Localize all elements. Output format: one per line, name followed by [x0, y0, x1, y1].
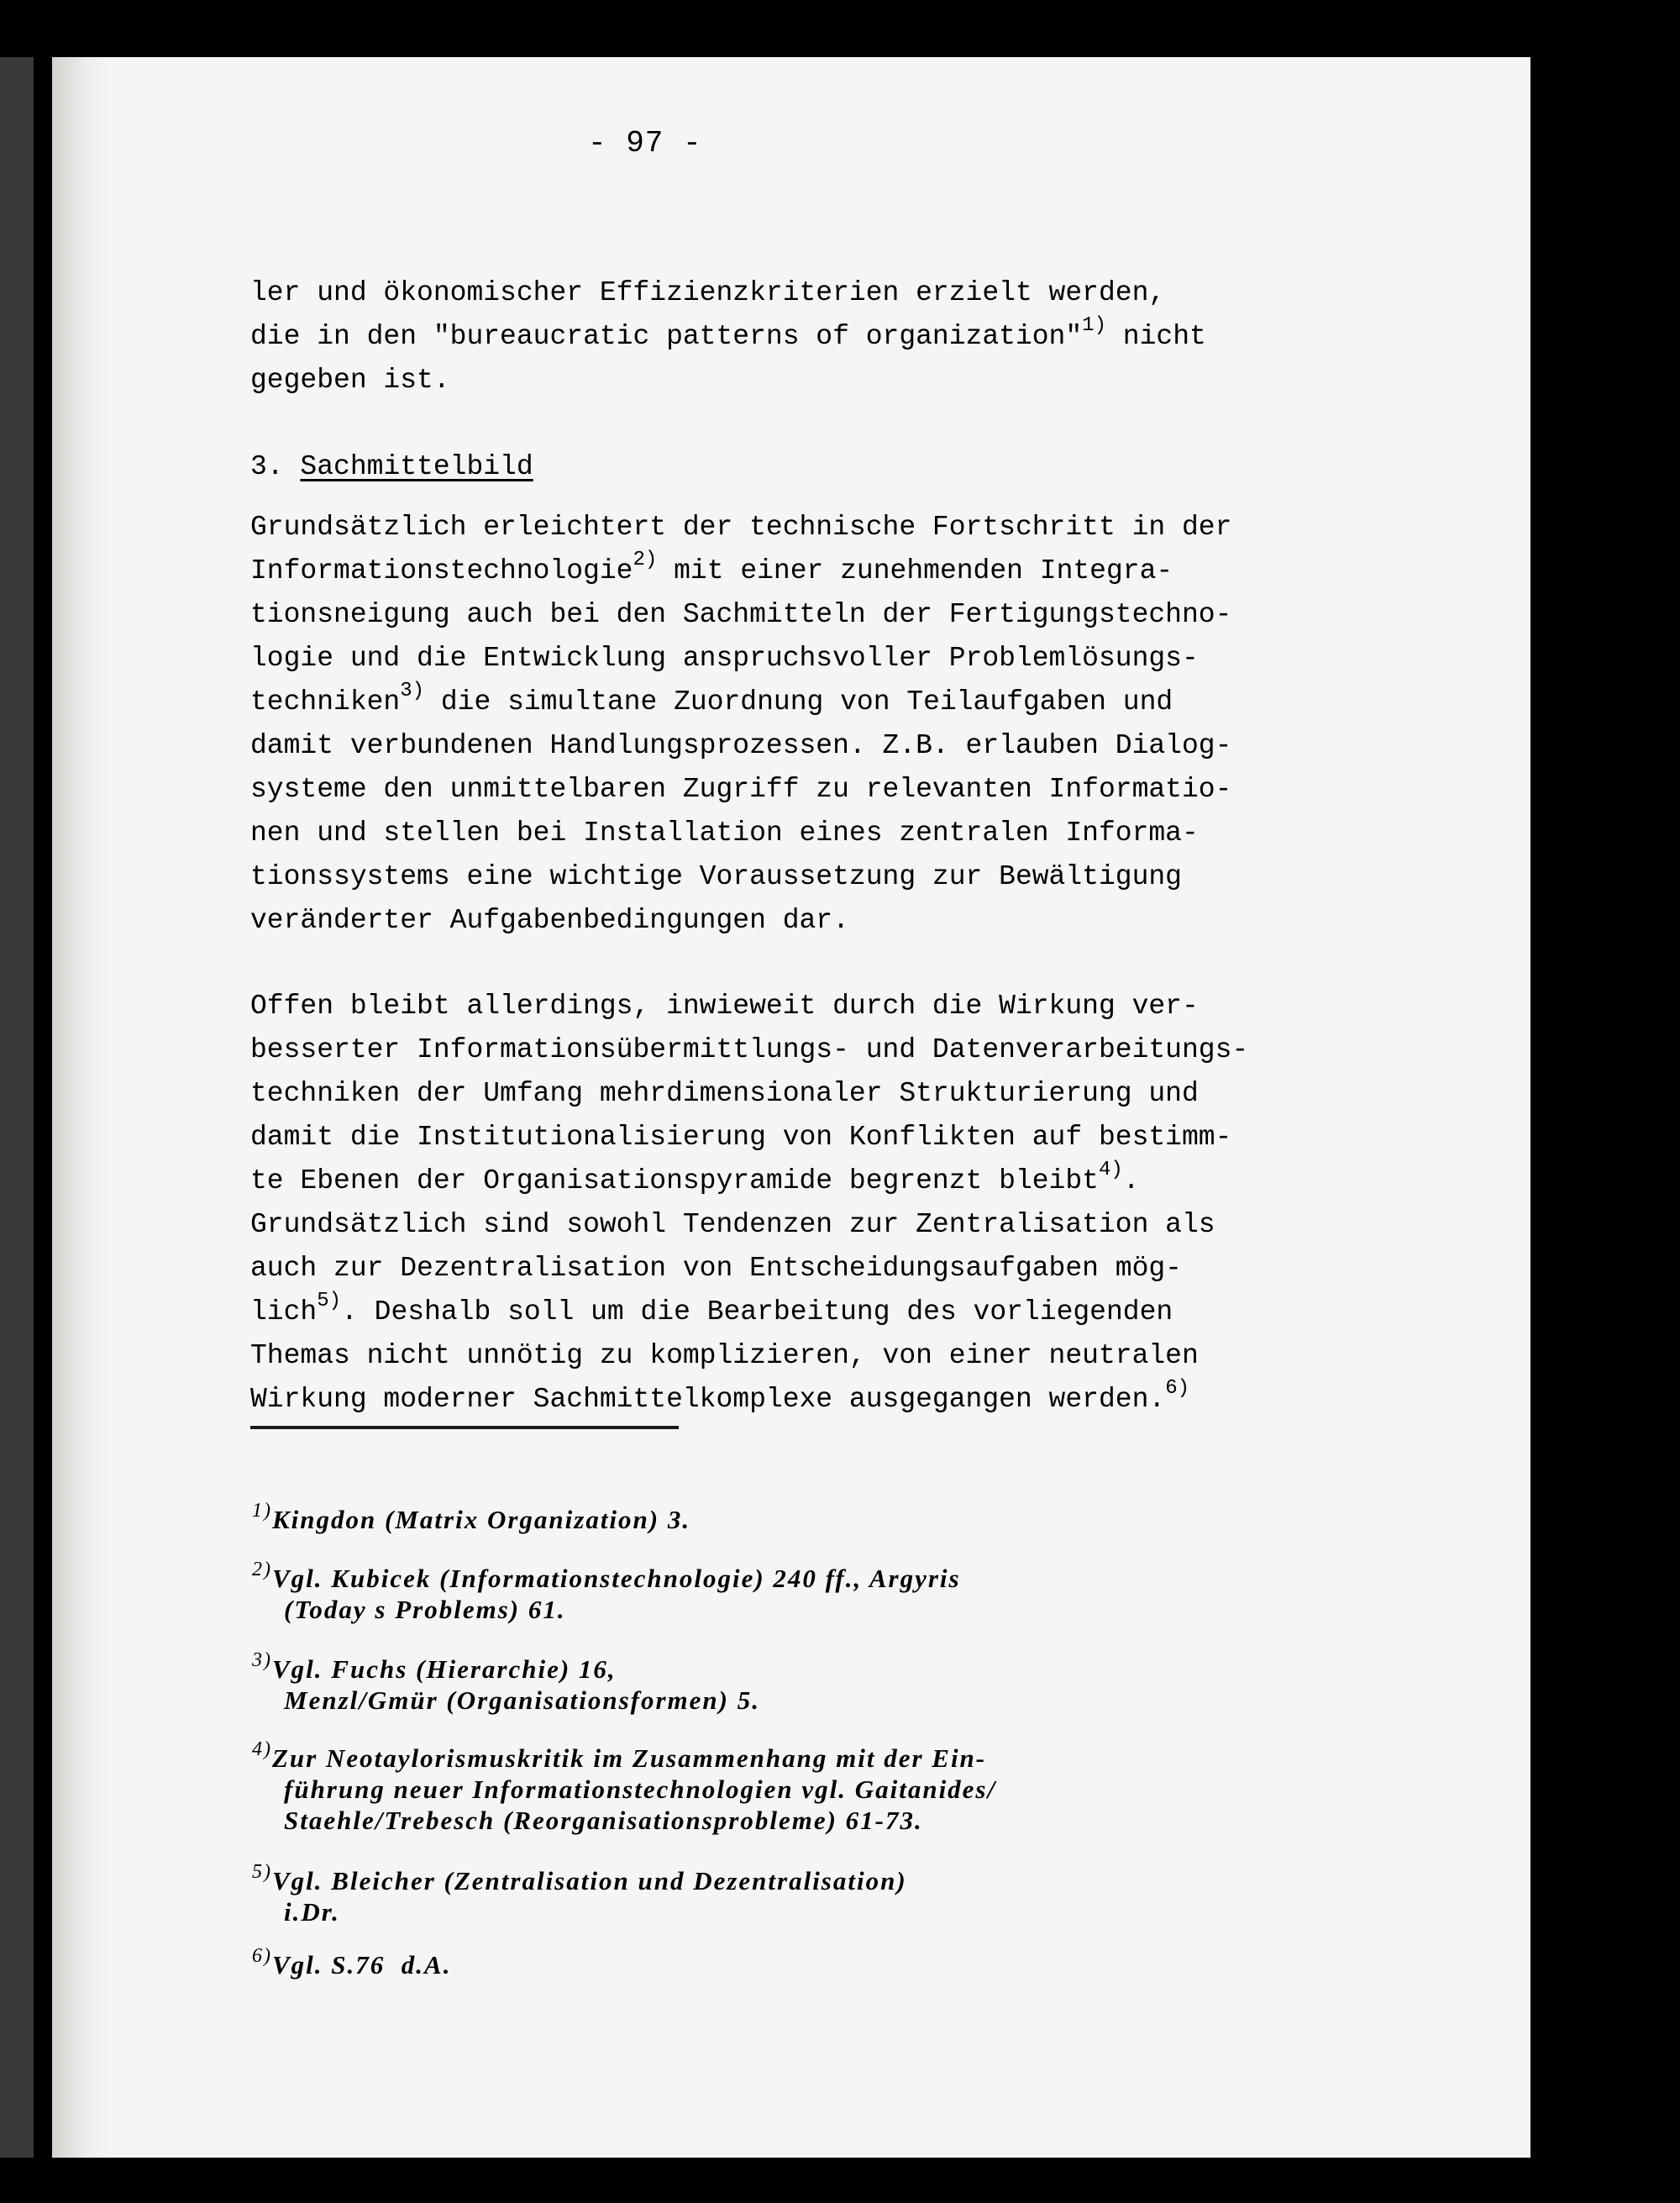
- footnote-mark: 4): [252, 1738, 272, 1760]
- footnote-mark: 2): [252, 1559, 272, 1580]
- text-span: .: [1122, 1165, 1140, 1196]
- text-line: [250, 549, 1231, 593]
- text-span: mit einer zunehmenden Integra-: [657, 555, 1173, 586]
- footnote-3: [252, 1649, 760, 1716]
- text-span: techniken: [250, 686, 401, 718]
- text-line: tionsneigung auch bei den Sachmitteln der Fertigungstechno-: [250, 599, 1232, 630]
- intro-paragraph: [250, 271, 1206, 402]
- footnote-text: (Today s Problems) 61.: [284, 1595, 566, 1624]
- text-line: Grundsätzlich sind sowohl Tendenzen zur Zentralisation als: [250, 1209, 1215, 1240]
- text-line: [250, 315, 1206, 359]
- footnote-mark: 1): [252, 1500, 272, 1522]
- text-span: Wirkung moderner Sachmittelkomplexe ausgegangen werden.: [250, 1384, 1166, 1415]
- footnote-ref: 2): [633, 549, 658, 571]
- footnote-mark: 6): [252, 1945, 272, 1967]
- section-heading: [250, 445, 533, 489]
- text-line: [250, 1159, 1248, 1203]
- footnote-ref: 3): [400, 680, 425, 702]
- text-line: nen und stellen bei Installation eines zentralen Informa-: [250, 818, 1199, 849]
- footnote-text: führung neuer Informationstechnologien vgl. Gaitanides/: [284, 1774, 997, 1804]
- text-span: die in den "bureaucratic patterns of organization": [250, 321, 1083, 352]
- footnote-separator: [250, 1426, 679, 1429]
- text-line: [250, 681, 1231, 724]
- text-line: damit die Institutionalisierung von Konflikten auf bestimm-: [250, 1122, 1232, 1153]
- text-line: Grundsätzlich erleichtert der technische Fortschritt in der: [250, 512, 1232, 543]
- text-span: die simultane Zuordnung von Teilaufgaben und: [424, 686, 1173, 718]
- text-span: nicht: [1105, 321, 1206, 352]
- text-line: logie und die Entwicklung anspruchsvoller Problemlösungs-: [250, 643, 1199, 674]
- footnote-text: Vgl. Fuchs (Hierarchie) 16,: [272, 1654, 617, 1684]
- paragraph-2: [250, 985, 1248, 1422]
- footnote-ref: 5): [317, 1290, 342, 1312]
- text-span: . Deshalb soll um die Bearbeitung des vorliegenden: [341, 1296, 1173, 1328]
- footnote-text: Kingdon (Matrix Organization) 3.: [272, 1505, 691, 1534]
- footnote-text: Menzl/Gmür (Organisationsformen) 5.: [284, 1685, 760, 1715]
- page-number: - 97 -: [588, 126, 702, 160]
- footnote-text: Vgl. Bleicher (Zentralisation und Dezentralisation): [272, 1866, 907, 1895]
- footnote-text: Vgl. Kubicek (Informationstechnologie) 240 ff., Argyris: [272, 1564, 961, 1593]
- footnote-ref: 1): [1082, 314, 1106, 337]
- section-number: 3.: [250, 451, 284, 482]
- footnote-ref: 4): [1098, 1159, 1123, 1181]
- text-line: techniken der Umfang mehrdimensionaler Strukturierung und: [250, 1078, 1199, 1109]
- footnote-6: [252, 1945, 452, 1980]
- text-line: Offen bleibt allerdings, inwieweit durch die Wirkung ver-: [250, 991, 1199, 1022]
- footnote-4: [252, 1738, 997, 1836]
- text-line: [250, 1291, 1248, 1334]
- text-span: te Ebenen der Organisationspyramide begrenzt bleibt: [250, 1165, 1099, 1196]
- footnote-mark: 3): [252, 1649, 272, 1671]
- text-span: Informationstechnologie: [250, 555, 633, 586]
- text-line: damit verbundenen Handlungsprozessen. Z.B. erlauben Dialog-: [250, 730, 1232, 761]
- text-line: ler und ökonomischer Effizienzkriterien erzielt werden,: [250, 277, 1166, 308]
- footnote-ref: 6): [1165, 1377, 1189, 1400]
- footnote-text: Vgl. S.76 d.A.: [272, 1950, 452, 1980]
- footnote-1: [252, 1500, 691, 1535]
- page-gutter-shadow: [52, 57, 111, 2158]
- section-title: Sachmittelbild: [300, 451, 533, 482]
- text-line: tionssystems eine wichtige Voraussetzung zur Bewältigung: [250, 861, 1182, 892]
- text-line: besserter Informationsübermittlungs- und Datenverarbeitungs-: [250, 1034, 1249, 1065]
- text-line: [250, 1378, 1248, 1422]
- footnote-text: Zur Neotaylorismuskritik im Zusammenhang mit der Ein-: [272, 1743, 987, 1773]
- footnote-5: [252, 1861, 907, 1927]
- footnote-2: [252, 1559, 961, 1625]
- text-line: veränderter Aufgabenbedingungen dar.: [250, 905, 849, 936]
- text-span: lich: [250, 1296, 318, 1328]
- footnote-text: Staehle/Trebesch (Reorganisationsprobleme) 61-73.: [284, 1806, 923, 1835]
- adjacent-page-edge: [0, 57, 34, 2158]
- footnote-text: i.Dr.: [284, 1897, 340, 1927]
- text-line: systeme den unmittelbaren Zugriff zu relevanten Informatio-: [250, 774, 1232, 805]
- paragraph-1: [250, 506, 1231, 943]
- text-line: gegeben ist.: [250, 365, 450, 396]
- text-line: auch zur Dezentralisation von Entscheidungsaufgaben mög-: [250, 1253, 1182, 1284]
- footnote-mark: 5): [252, 1861, 272, 1883]
- text-line: Themas nicht unnötig zu komplizieren, von einer neutralen: [250, 1340, 1199, 1371]
